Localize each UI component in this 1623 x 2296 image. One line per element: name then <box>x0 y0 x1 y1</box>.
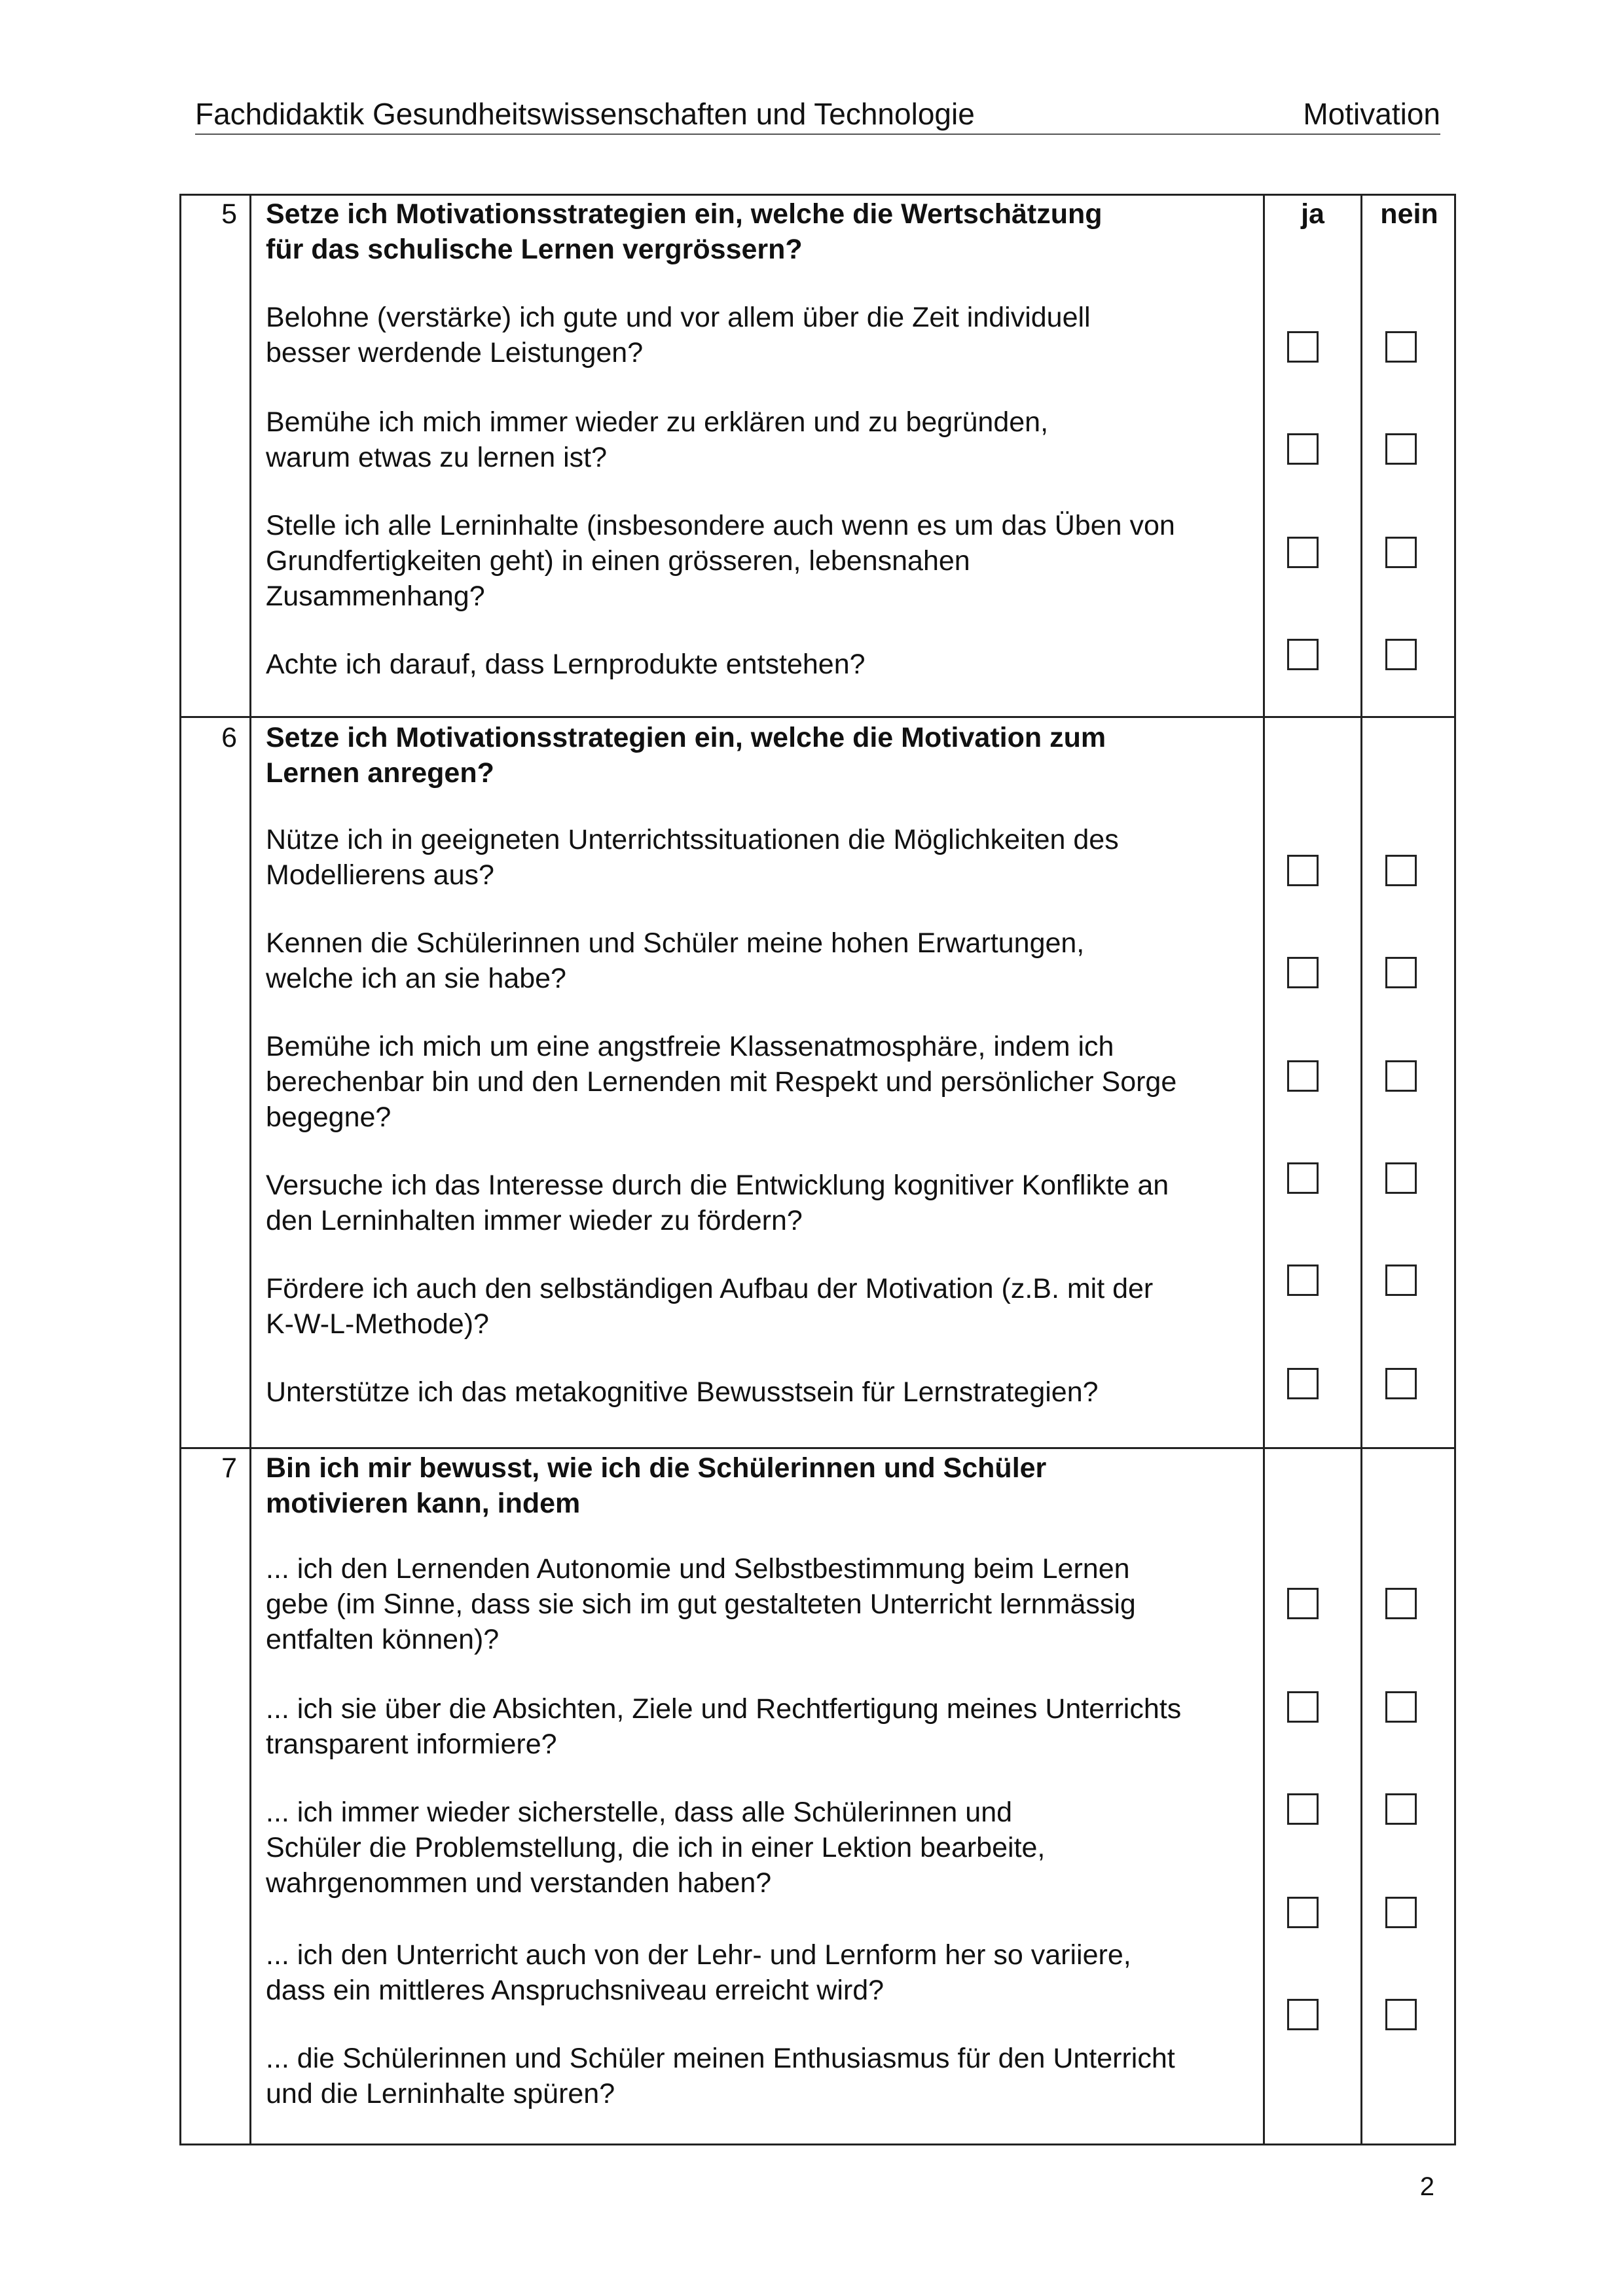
section-title: Setze ich Motivationsstrategien ein, welche die Motivation zum Lernen anregen? <box>266 722 1106 789</box>
checkbox-nein[interactable] <box>1385 1999 1417 2030</box>
question-text: Belohne (verstärke) ich gute und vor allem über die Zeit individuell besser werdende Leistungen? <box>266 302 1091 368</box>
question-text: Versuche ich das Interesse durch die Entwicklung kognitiver Konflikte an den Lerninhalten immer wieder zu fördern? <box>266 1170 1169 1236</box>
checkbox-nein[interactable] <box>1385 433 1417 465</box>
checkbox-nein[interactable] <box>1385 1793 1417 1825</box>
page-number: 2 <box>1419 2172 1434 2201</box>
checkbox-nein[interactable] <box>1385 1265 1417 1296</box>
column-divider <box>1263 194 1265 2145</box>
checkbox-nein[interactable] <box>1385 537 1417 568</box>
question-text: Kennen die Schülerinnen und Schüler meine hohen Erwartungen, welche ich an sie habe? <box>266 927 1085 994</box>
column-header-nein: nein <box>1380 198 1438 230</box>
checkbox-ja[interactable] <box>1287 855 1319 886</box>
question-text: Unterstütze ich das metakognitive Bewusstsein für Lernstrategien? <box>266 1376 1099 1408</box>
section-number: 6 <box>221 722 237 753</box>
question-text: Achte ich darauf, dass Lernprodukte entstehen? <box>266 649 866 680</box>
checkbox-ja[interactable] <box>1287 433 1319 465</box>
question-text: ... ich den Unterricht auch von der Lehr- und Lernform her so variiere, dass ein mittleres Anspruchsniveau erreicht wird? <box>266 1939 1131 2006</box>
header-title: Fachdidaktik Gesundheitswissenschaften und Technologie <box>195 97 975 131</box>
checkbox-ja[interactable] <box>1287 1265 1319 1296</box>
checkbox-ja[interactable] <box>1287 1691 1319 1723</box>
checkbox-nein[interactable] <box>1385 639 1417 670</box>
question-text: ... die Schülerinnen und Schüler meinen Enthusiasmus für den Unterricht und die Lerninhalte spüren? <box>266 2043 1175 2109</box>
checkbox-ja[interactable] <box>1287 1999 1319 2030</box>
question-text: Nütze ich in geeigneten Unterrichtssituationen die Möglichkeiten des Modellierens aus? <box>266 824 1119 891</box>
checkbox-ja[interactable] <box>1287 639 1319 670</box>
row-divider <box>179 1447 1456 1449</box>
checkbox-ja[interactable] <box>1287 957 1319 988</box>
checkbox-ja[interactable] <box>1287 331 1319 363</box>
section-title: Setze ich Motivationsstrategien ein, welche die Wertschätzung für das schulische Lernen vergrössern? <box>266 198 1103 265</box>
checkbox-nein[interactable] <box>1385 957 1417 988</box>
question-text: ... ich den Lernenden Autonomie und Selbstbestimmung beim Lernen gebe (im Sinne, dass sie sich im gut gestalteten Unterricht lernmässig entfalten können)? <box>266 1553 1136 1655</box>
checkbox-nein[interactable] <box>1385 1588 1417 1619</box>
section-number: 7 <box>221 1452 237 1484</box>
question-text: ... ich immer wieder sicherstelle, dass alle Schülerinnen und Schüler die Problemstellung, die ich in einer Lektion bearbeite, wahrgenommen und verstanden haben? <box>266 1797 1046 1899</box>
column-divider <box>249 194 251 2145</box>
page-header <box>195 96 1440 135</box>
checkbox-nein[interactable] <box>1385 1162 1417 1194</box>
question-text: Bemühe ich mich immer wieder zu erklären und zu begründen, warum etwas zu lernen ist? <box>266 406 1049 473</box>
question-text: ... ich sie über die Absichten, Ziele und Rechtfertigung meines Unterrichts transparent informiere? <box>266 1693 1182 1760</box>
header-topic: Motivation <box>1303 97 1440 131</box>
checkbox-nein[interactable] <box>1385 1691 1417 1723</box>
checkbox-ja[interactable] <box>1287 1793 1319 1825</box>
checkbox-ja[interactable] <box>1287 1060 1319 1092</box>
column-divider <box>1360 194 1362 2145</box>
question-text: Fördere ich auch den selbständigen Aufbau der Motivation (z.B. mit der K-W-L-Methode)? <box>266 1273 1154 1340</box>
column-header-ja: ja <box>1301 198 1324 230</box>
row-divider <box>179 716 1456 718</box>
checkbox-ja[interactable] <box>1287 1897 1319 1928</box>
question-text: Bemühe ich mich um eine angstfreie Klassenatmosphäre, indem ich berechenbar bin und den Lernenden mit Respekt und persönlicher Sorge begegne? <box>266 1031 1177 1133</box>
checkbox-nein[interactable] <box>1385 855 1417 886</box>
question-text: Stelle ich alle Lerninhalte (insbesondere auch wenn es um das Üben von Grundfertigkeiten geht) in einen grösseren, lebensnahen Zusammenhang? <box>266 510 1175 612</box>
checkbox-ja[interactable] <box>1287 1162 1319 1194</box>
checkbox-nein[interactable] <box>1385 1060 1417 1092</box>
checkbox-nein[interactable] <box>1385 1897 1417 1928</box>
checkbox-ja[interactable] <box>1287 1588 1319 1619</box>
checkbox-ja[interactable] <box>1287 1368 1319 1399</box>
section-number: 5 <box>221 198 237 230</box>
section-title: Bin ich mir bewusst, wie ich die Schülerinnen und Schüler motivieren kann, indem <box>266 1452 1047 1519</box>
checkbox-nein[interactable] <box>1385 1368 1417 1399</box>
checkbox-ja[interactable] <box>1287 537 1319 568</box>
checkbox-nein[interactable] <box>1385 331 1417 363</box>
